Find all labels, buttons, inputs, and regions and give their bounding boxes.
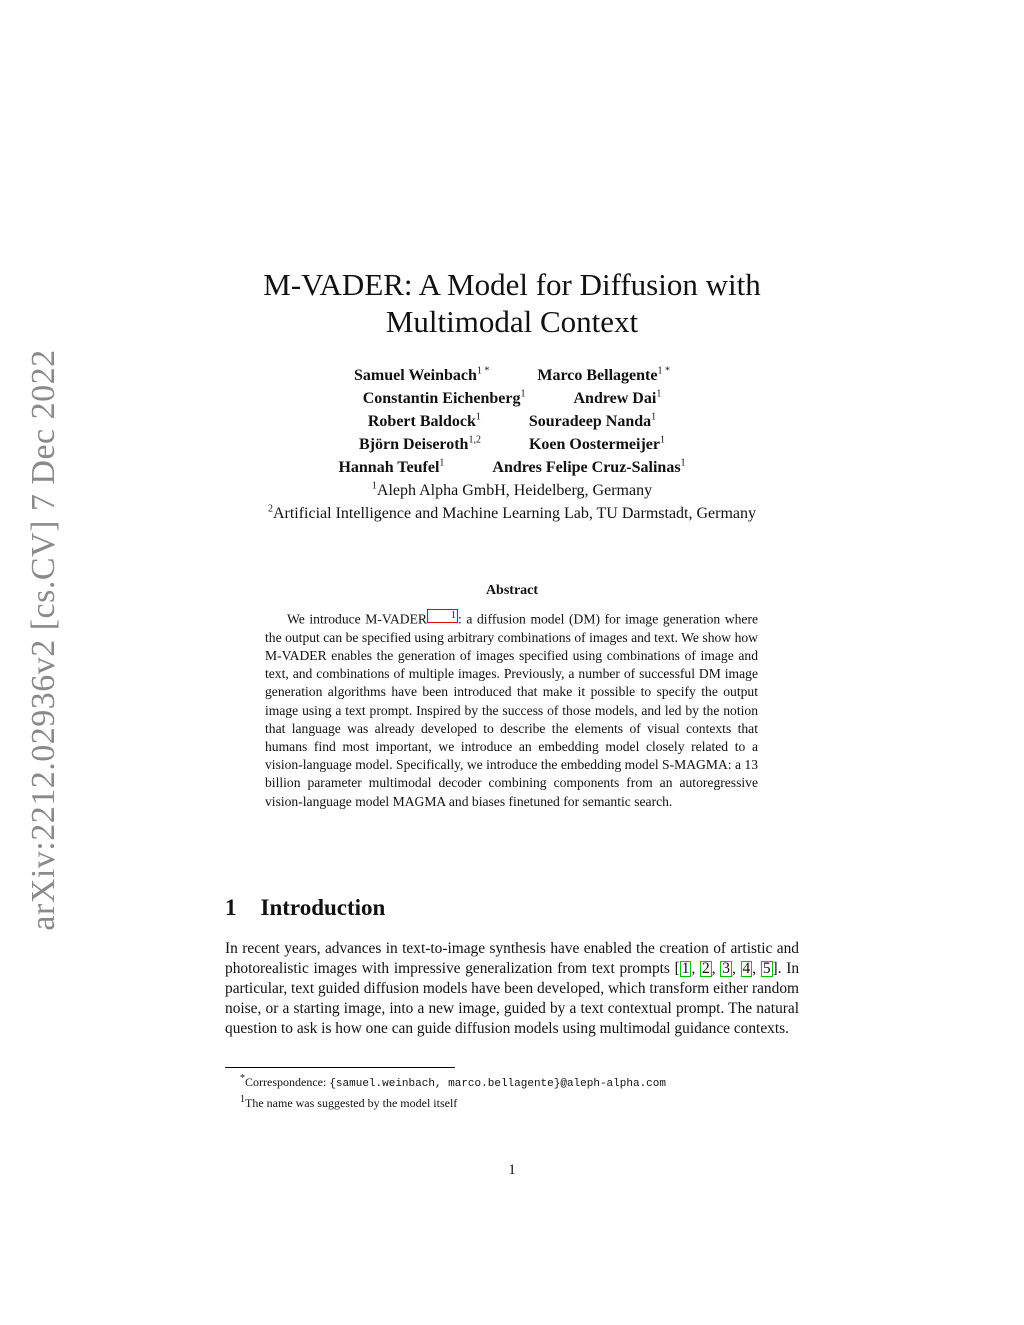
introduction-paragraph: In recent years, advances in text-to-image synthesis have enabled the creation of artistic and photorealistic images with impressive generalization from text prompts [ 1 , 2 , 3 , 4 , 5 ]. In particular, text guided diffusion models have been developed, which transform either random noise, or a starting image, into a new image, guided by a text contextual prompt. The natural question to ask is how one can guide diffusion models using multimodal guidance contexts. [225,940,800,1037]
author-name: Andres Felipe Cruz-Salinas$^1$ [492,457,686,476]
footnote-reference-link[interactable]: 1 [427,609,458,623]
citation-link[interactable]: 1 [681,960,690,977]
abstract-body: We introduce M-VADER 1 : a diffusion model (DM) for image generation where the output can be specified using arbitrary combinations of images and text. We show how M-VADER enables the generation of images specified using combinations of image and text, and combinations of multiple images. Previously, a number of successful DM image generation algorithms have been introduced that make it possible to specify the output image using a text prompt. Inspired by the success of those models, and led by the notion that language was already developed to describe the elements of visual contexts that humans find most important, we introduce an embedding model closely related to a vision-language model. Specifically, we introduce the embedding model S-MAGMA: a 13 billion parameter multimodal decoder combining components from an autoregressive vision-language model MAGMA and biases finetuned for semantic search. [265,610,759,809]
section-number: 1 [225,895,237,920]
affiliation-2: $^2$Artificial Intelligence and Machine Learning Lab, TU Darmstadt, Germany [267,503,757,522]
author-row [0,387,1024,410]
author-name: Björn Deiseroth$^{1,2}$ [358,434,481,453]
author-row [0,410,1024,433]
paper-title-line-1: M-VADER: A Model for Diffusion with [263,267,761,302]
arxiv-identifier-stamp: arXiv:2212.02936v2 [cs.CV] 7 Dec 2022 [25,349,62,931]
footnote-1: $^1$The name was suggested by the model itself [240,1094,458,1110]
author-name: Marco Bellagente$^{1 *}$ [537,365,670,384]
author-row [0,364,1024,387]
citation-link[interactable]: 2 [702,960,710,977]
author-name: Andrew Dai$^1$ [573,388,662,407]
paper-title [0,266,1024,340]
citation-link[interactable]: 5 [762,960,771,977]
page-number: 1 [508,1162,516,1178]
author-block [0,364,1024,525]
author-name: Constantin Eichenberg$^1$ [362,388,526,407]
author-name: Samuel Weinbach$^{1 *}$ [354,365,490,384]
author-row [0,433,1024,456]
correspondence-emails: {samuel.weinbach, marco.bellagente}@aleph-alpha.com [329,1078,666,1090]
author-name: Souradeep Nanda$^1$ [528,411,657,430]
author-row [0,456,1024,479]
citation-link[interactable]: 3 [722,960,730,977]
paper-title-line-2: Multimodal Context [385,304,639,339]
citation-link[interactable]: 4 [742,960,751,977]
author-name: Hannah Teufel$^1$ [338,457,445,476]
section-heading-introduction [225,895,385,921]
section-title: Introduction [260,895,386,920]
abstract-heading: Abstract [485,583,539,598]
footnote-divider [225,1067,455,1068]
author-name: Koen Oostermeijer$^1$ [528,434,666,453]
footnotes [240,1071,666,1111]
author-name: Robert Baldock$^1$ [367,411,481,430]
affiliation-1: $^1$Aleph Alpha GmbH, Heidelberg, Germany [371,480,653,499]
footnote-correspondence: *Correspondence: {samuel.weinbach, marco.bellagente}@aleph-alpha.com [240,1073,666,1090]
